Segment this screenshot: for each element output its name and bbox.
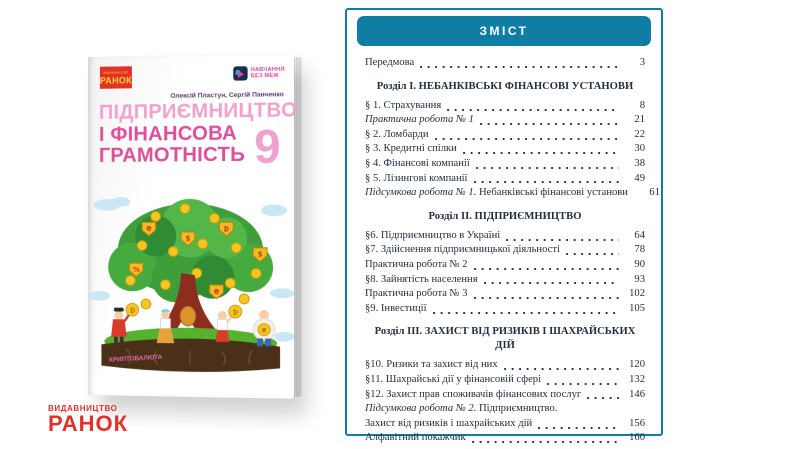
- toc-entry: [365, 273, 645, 288]
- toc-page-number: 132: [629, 373, 645, 385]
- book-front-cover: [88, 53, 298, 399]
- book-cover: [88, 53, 301, 399]
- toc-dot-leader: [506, 239, 619, 241]
- toc-entry: [365, 388, 645, 403]
- toc-entry-text: §7. Здійснення підприємницької діяльності: [365, 244, 560, 256]
- toc-entry-text: Передмова: [365, 57, 415, 68]
- toc-entry: [365, 373, 645, 388]
- toc-header-banner: ЗМІСТ: [357, 16, 651, 46]
- toc-entry-text: Захист від ризиків і шахрайських дій: [365, 417, 533, 429]
- toc-page-number: 8: [639, 99, 645, 111]
- ranok-logo: [100, 66, 132, 89]
- toc-dot-leader: [484, 282, 619, 284]
- program-badge-text: [251, 66, 285, 80]
- publisher-logo: [48, 404, 128, 434]
- book-title-line2: І ФІНАНСОВА: [98, 121, 238, 146]
- program-badge: [233, 66, 285, 81]
- crypto-label: КРИПТОВАЛЮТА: [108, 353, 163, 364]
- ranok-logo-name: РАНОК: [99, 74, 132, 86]
- svg-text:₿: ₿: [129, 307, 136, 315]
- toc-entry-text: §12. Захист прав споживачів фінансових послуг: [365, 388, 582, 400]
- svg-text:%: %: [132, 265, 140, 274]
- toc-entry: [365, 99, 645, 114]
- svg-text:₴: ₴: [145, 224, 152, 234]
- toc-entry: [365, 431, 645, 446]
- toc-entry: [365, 56, 645, 71]
- book-title-line1: ПІДПРИЄМНИЦТВО: [98, 99, 298, 124]
- svg-text:$: $: [257, 250, 263, 259]
- toc-page-number: 93: [634, 273, 645, 285]
- publisher-logo-line1: ВИДАВНИЦТВО: [48, 404, 118, 413]
- publisher-logo-line2: РАНОК: [48, 411, 129, 436]
- toc-entry: [365, 229, 645, 244]
- toc-page-number: 90: [634, 258, 645, 270]
- lion-medallion: [180, 306, 196, 326]
- toc-entry-text: §8. Зайнятість населення: [365, 273, 478, 285]
- toc-dot-leader: [420, 66, 619, 68]
- toc-entry: [365, 128, 645, 143]
- toc-entry-italic-text: Підсумкова робота № 1.: [365, 187, 477, 199]
- svg-text:₿: ₿: [232, 309, 239, 317]
- toc-page-number: 64: [634, 229, 645, 241]
- toc-dot-leader: [474, 181, 620, 183]
- toc-entry: [365, 157, 645, 172]
- toc-entry: [365, 417, 645, 432]
- toc-page-number: 21: [634, 114, 645, 126]
- toc-dot-leader: [547, 383, 619, 385]
- toc-dot-leader: [587, 397, 619, 399]
- toc-dot-leader: [476, 167, 619, 169]
- toc-page-number: 146: [629, 388, 645, 400]
- toc-entry-text: Практична робота № 3: [365, 288, 468, 300]
- svg-text:₴: ₴: [261, 327, 267, 335]
- ranok-logo-top-text: ВИДАВНИЦТВО: [103, 69, 129, 75]
- toc-page-number: 156: [629, 417, 645, 429]
- book-title-line3: ГРАМОТНІСТЬ: [98, 143, 246, 167]
- toc-page-number: 105: [629, 302, 645, 314]
- toc-page-number: 3: [639, 57, 645, 68]
- toc-entry-text: Алфавітний покажчик: [365, 432, 466, 444]
- program-badge-line1: НАВЧАННЯ: [250, 66, 285, 73]
- toc-entry: [365, 287, 645, 302]
- toc-page-number: 78: [634, 244, 645, 256]
- svg-text:₴: ₴: [213, 287, 220, 296]
- toc-dot-leader: [474, 297, 619, 299]
- toc-page: [345, 8, 663, 444]
- toc-entry-text: §10. Ризики та захист від них: [365, 359, 498, 371]
- toc-list: [365, 56, 660, 446]
- toc-entry: [365, 172, 645, 187]
- toc-page-number: 102: [629, 288, 645, 300]
- toc-page-number: 38: [634, 157, 645, 169]
- toc-entry-text: Підприємництво.: [476, 403, 558, 415]
- toc-entry-text: § 4. Фінансові компанії: [365, 157, 470, 169]
- authors: Олексій Пластун, Сергій Панченко: [170, 91, 284, 100]
- toc-dot-leader: [435, 138, 619, 140]
- toc-entry: [365, 243, 645, 258]
- toc-page-number: 49: [634, 172, 645, 184]
- svg-text:$: $: [185, 234, 191, 243]
- toc-entry-text: §6. Підприємництво в Україні: [365, 229, 501, 241]
- toc-dot-leader: [472, 441, 619, 443]
- toc-page-number: 30: [634, 143, 645, 155]
- toc-entry: [365, 302, 645, 317]
- toc-entry-italic-text: Практична робота № 1: [365, 114, 474, 126]
- toc-dot-leader: [474, 268, 619, 270]
- toc-chapter-heading: Розділ І. НЕБАНКІВСЬКІ ФІНАНСОВІ УСТАНОВИ: [376, 80, 634, 92]
- program-badge-line2: БЕЗ МЕЖ: [250, 72, 279, 80]
- toc-dot-leader: [433, 312, 619, 314]
- toc-dot-leader: [566, 253, 619, 255]
- toc-page-number: 22: [634, 128, 645, 140]
- toc-dot-leader: [447, 109, 619, 111]
- toc-entry: [365, 142, 645, 157]
- money-tree-illustration: [88, 185, 294, 395]
- toc-entry-text: § 1. Страхування: [365, 99, 442, 111]
- toc-dot-leader: [480, 123, 619, 125]
- toc-entry-text: § 3. Кредитні спілки: [365, 143, 457, 155]
- toc-entry-text: Небанківські фінансові установи: [476, 187, 628, 199]
- toc-entry-text: §11. Шахрайські дії у фінансовій сфері: [365, 373, 542, 385]
- ground: [101, 327, 280, 373]
- toc-entry: [365, 186, 660, 201]
- toc-dot-leader: [538, 427, 619, 429]
- toc-entry-text: Практична робота № 2: [365, 258, 468, 270]
- toc-entry: [365, 358, 645, 373]
- toc-page-number: 120: [629, 359, 645, 371]
- toc-entry: [365, 258, 645, 273]
- toc-entry-text: § 5. Лізингові компанії: [365, 172, 468, 184]
- toc-entry-text: § 2. Ломбарди: [365, 128, 429, 140]
- learning-no-limits-icon: [233, 66, 247, 80]
- toc-chapter-heading: Розділ ІІ. ПІДПРИЄМНИЦТВО: [428, 210, 582, 222]
- grade-number: 9: [254, 119, 281, 174]
- toc-chapter-heading: Розділ ІІІ. ЗАХИСТ ВІД РИЗИКІВ І ШАХРАЙСЬКИХ ДІЙ: [374, 326, 636, 352]
- toc-entry: [365, 113, 645, 128]
- svg-text:₿: ₿: [223, 224, 230, 234]
- toc-entry-text: §9. Інвестиції: [365, 302, 427, 314]
- toc-dot-leader: [504, 368, 619, 370]
- toc-dot-leader: [463, 152, 619, 154]
- toc-entry-italic-text: Підсумкова робота № 2.: [365, 403, 477, 415]
- toc-entry: [365, 402, 645, 417]
- toc-page-number: 61: [649, 187, 660, 199]
- toc-page-number: 160: [629, 432, 645, 444]
